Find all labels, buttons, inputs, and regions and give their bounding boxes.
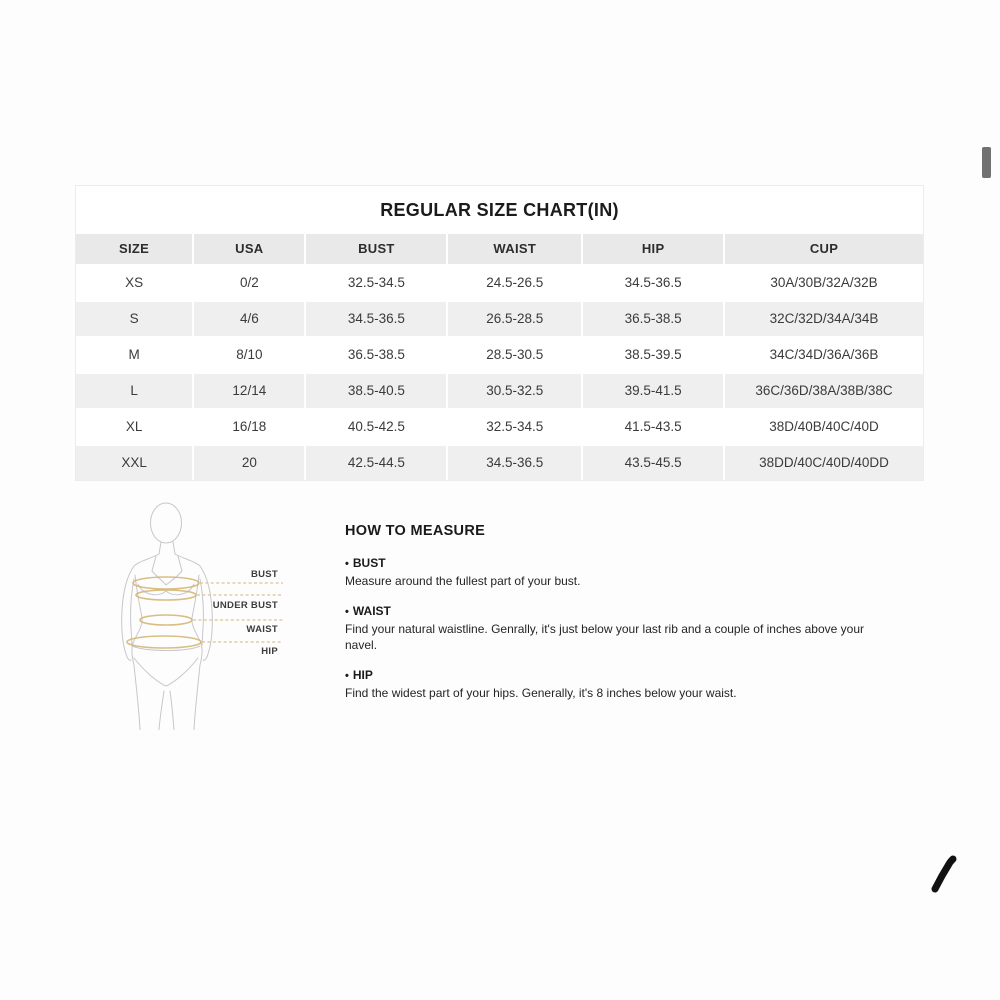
measure-item-hip (345, 668, 890, 701)
bullet-icon: • (345, 670, 349, 682)
size-cell: S (76, 302, 192, 336)
size-chart-title: REGULAR SIZE CHART(IN) (380, 200, 619, 220)
figure-label-bust: BUST (250, 569, 278, 580)
size-cell: 36.5-38.5 (306, 338, 446, 372)
size-cell: 41.5-43.5 (583, 410, 723, 444)
size-cell: 8/10 (194, 338, 304, 372)
size-cell: 20 (194, 446, 304, 480)
size-cell: 30A/30B/32A/32B (725, 266, 923, 300)
figure-label-waist: WAIST (246, 624, 278, 635)
size-cell: 39.5-41.5 (583, 374, 723, 408)
measure-item-text: Measure around the fullest part of your bust. (345, 574, 581, 588)
column-header-waist: WAIST (448, 234, 581, 264)
measure-item-label: HIP (352, 668, 373, 682)
size-cell: 26.5-28.5 (448, 302, 581, 336)
column-header-bust: BUST (306, 234, 446, 264)
size-cell: 36C/36D/38A/38B/38C (725, 374, 923, 408)
size-cell: 0/2 (194, 266, 304, 300)
column-header-usa: USA (194, 234, 304, 264)
scrollbar-thumb[interactable] (982, 147, 991, 178)
size-cell: 32.5-34.5 (448, 410, 581, 444)
measure-item-text: Find the widest part of your hips. Generally, it's 8 inches below your waist. (345, 686, 737, 700)
size-cell: XS (76, 266, 192, 300)
size-cell: 34.5-36.5 (306, 302, 446, 336)
size-cell: 16/18 (194, 410, 304, 444)
bullet-icon: • (345, 558, 349, 570)
size-cell: 30.5-32.5 (448, 374, 581, 408)
size-cell: 32C/32D/34A/34B (725, 302, 923, 336)
size-chart-card (75, 185, 924, 481)
measurement-figure-diagram (105, 495, 305, 730)
size-cell: XL (76, 410, 192, 444)
measure-item-text: Find your natural waistline. Genrally, it's just below your last rib and a couple of inches above your navel. (345, 622, 864, 652)
measure-item-bust (345, 556, 890, 589)
size-cell: XXL (76, 446, 192, 480)
size-cell: 34.5-36.5 (448, 446, 581, 480)
size-cell: 32.5-34.5 (306, 266, 446, 300)
size-cell: 28.5-30.5 (448, 338, 581, 372)
size-cell: 38.5-39.5 (583, 338, 723, 372)
size-cell: 34C/34D/36A/36B (725, 338, 923, 372)
size-cell: L (76, 374, 192, 408)
how-to-measure-title: HOW TO MEASURE (345, 523, 486, 539)
figure-label-under-bust: UNDER BUST (212, 600, 278, 611)
column-header-cup: CUP (725, 234, 923, 264)
bullet-icon: • (345, 606, 349, 618)
size-cell: 34.5-36.5 (583, 266, 723, 300)
size-cell: 43.5-45.5 (583, 446, 723, 480)
size-cell: 24.5-26.5 (448, 266, 581, 300)
how-to-measure-section (345, 523, 890, 716)
size-cell: 38D/40B/40C/40D (725, 410, 923, 444)
pen-mark (918, 848, 968, 903)
size-cell: 38.5-40.5 (306, 374, 446, 408)
measure-item-label: WAIST (352, 604, 391, 618)
measure-item-label: BUST (352, 556, 386, 570)
size-cell: 40.5-42.5 (306, 410, 446, 444)
size-chart-table (76, 234, 923, 480)
column-header-hip: HIP (583, 234, 723, 264)
size-cell: 38DD/40C/40D/40DD (725, 446, 923, 480)
size-cell: 42.5-44.5 (306, 446, 446, 480)
figure-label-hip: HIP (261, 646, 278, 657)
size-cell: M (76, 338, 192, 372)
size-cell: 36.5-38.5 (583, 302, 723, 336)
body-figure-icon (105, 495, 305, 730)
column-header-size: SIZE (76, 234, 192, 264)
size-cell: 12/14 (194, 374, 304, 408)
size-cell: 4/6 (194, 302, 304, 336)
measure-item-waist (345, 604, 890, 653)
